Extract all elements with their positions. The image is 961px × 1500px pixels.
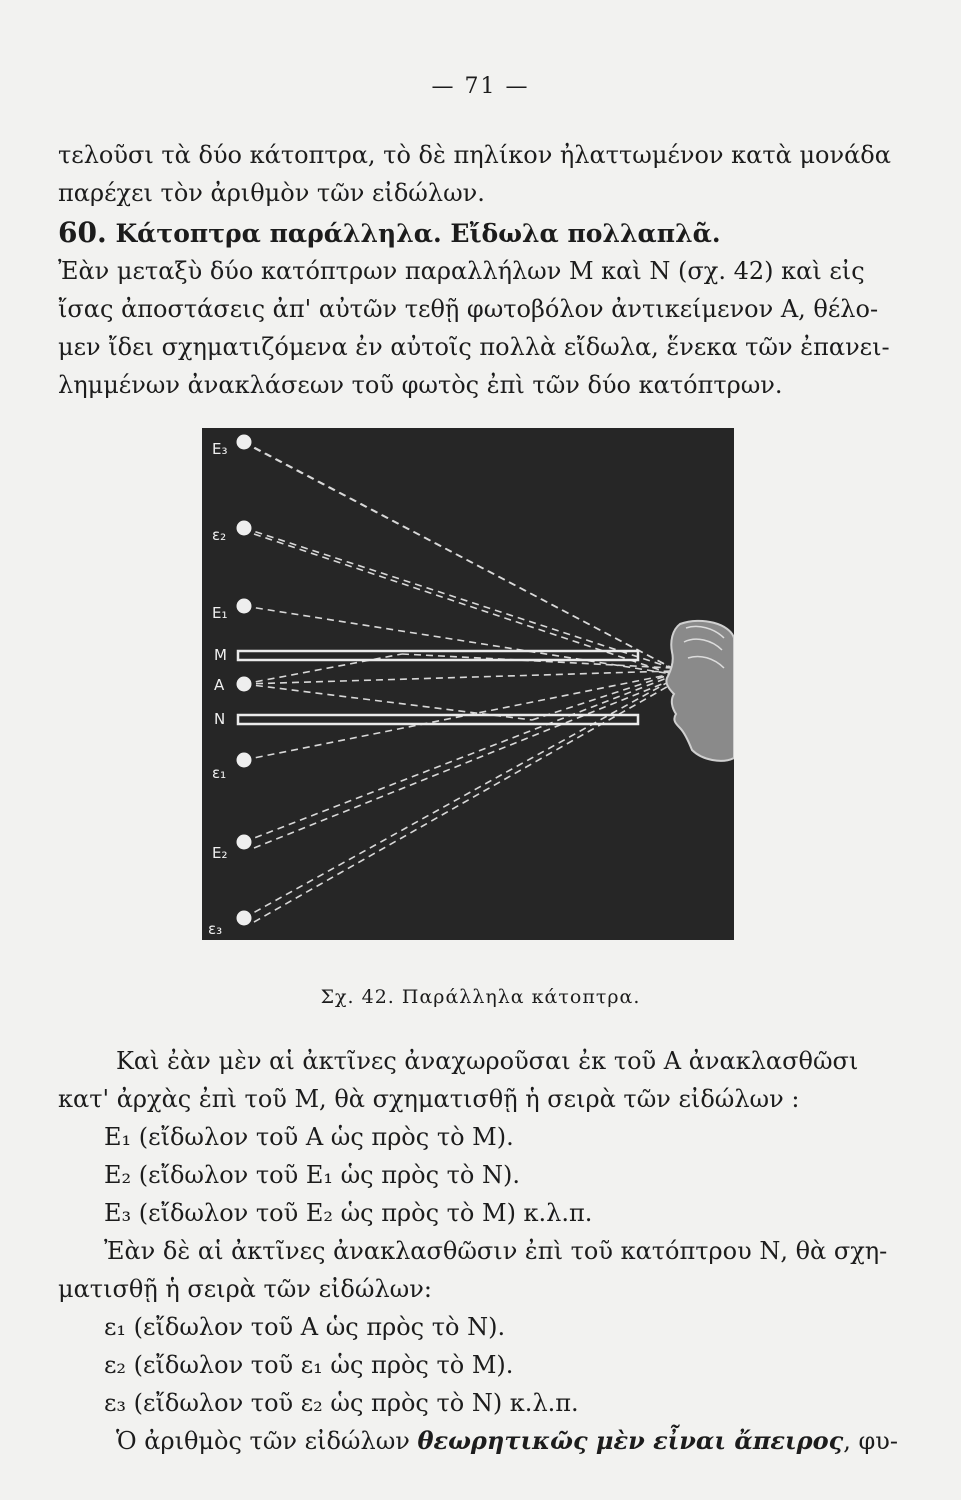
object-marker bbox=[236, 676, 252, 692]
figure-parallel-mirrors bbox=[202, 428, 734, 940]
image-marker bbox=[236, 598, 252, 614]
ray-line bbox=[254, 534, 672, 674]
list-item: Ε₂ (εἴδωλον τοῦ Ε₁ ὡς πρὸς τὸ Ν). bbox=[104, 1161, 520, 1189]
mirror-diagram bbox=[202, 428, 734, 940]
list-item: Ε₁ (εἴδωλον τοῦ Α ὡς πρὸς τὸ Μ). bbox=[104, 1123, 514, 1151]
section-title: Κάτοπτρα παράλληλα. Εἴδωλα πολλαπλᾶ. bbox=[115, 219, 721, 248]
section-number: 60. bbox=[58, 216, 107, 249]
text-line: Ἐὰν μεταξὺ δύο κατόπτρων παραλλήλων Μ καὶ Ν (σχ. 42) καὶ εἰς bbox=[58, 257, 865, 285]
figure-label: Ν bbox=[214, 710, 226, 728]
observer-head-icon bbox=[666, 621, 734, 761]
mirror-n bbox=[238, 715, 638, 724]
image-marker bbox=[236, 752, 252, 768]
text-line: παρέχει τὸν ἀριθμὸν τῶν εἰδώλων. bbox=[58, 179, 485, 207]
ray-line bbox=[532, 674, 672, 720]
figure-label: Ε₂ bbox=[212, 844, 228, 862]
text-line: κατ' ἀρχὰς ἐπὶ τοῦ Μ, θὰ σχηματισθῇ ἡ σειρὰ τῶν εἰδώλων : bbox=[58, 1085, 800, 1113]
text-line: λημμένων ἀνακλάσεων τοῦ φωτὸς ἐπὶ τῶν δύο κατόπτρων. bbox=[58, 371, 783, 399]
image-marker bbox=[236, 910, 252, 926]
figure-label: ε₁ bbox=[212, 764, 227, 782]
ray-line bbox=[254, 684, 672, 922]
figure-label: Μ bbox=[214, 646, 227, 664]
text-line: Ἐὰν δὲ αἱ ἀκτῖνες ἀνακλασθῶσιν ἐπὶ τοῦ κατόπτρου Ν, θὰ σχη- bbox=[104, 1237, 888, 1265]
figure-caption: Σχ. 42. Παράλληλα κάτοπτρα. bbox=[320, 986, 641, 1008]
image-marker bbox=[236, 434, 252, 450]
ray-line bbox=[254, 680, 672, 848]
section-heading bbox=[58, 214, 908, 253]
list-item: ε₁ (εἴδωλον τοῦ Α ὡς πρὸς τὸ Ν). bbox=[104, 1313, 506, 1341]
ray-line bbox=[244, 528, 672, 668]
ray-line bbox=[244, 674, 672, 760]
text-line: μεν ἴδει σχηματιζόμενα ἐν αὐτοῖς πολλὰ εἴδωλα, ἕνεκα τῶν ἐπανει- bbox=[58, 333, 890, 361]
list-item: ε₃ (εἴδωλον τοῦ ε₂ ὡς πρὸς τὸ Ν) κ.λ.π. bbox=[104, 1389, 579, 1417]
ray-line bbox=[244, 671, 672, 684]
figure-label: Ε₁ bbox=[212, 604, 228, 622]
ray-line bbox=[254, 448, 672, 668]
image-marker bbox=[236, 834, 252, 850]
text-line: ἴσας ἀποστάσεις ἀπ' αὐτῶν τεθῇ φωτοβόλον ἀντικείμενον Α, θέλο- bbox=[58, 295, 879, 323]
text-line: τελοῦσι τὰ δύο κάτοπτρα, τὸ δὲ πηλίκον ἠλαττωμένον κατὰ μονάδα bbox=[58, 141, 891, 169]
image-marker bbox=[236, 520, 252, 536]
emphasis-text: θεωρητικῶς μὲν εἶναι ἄπειρος bbox=[417, 1426, 844, 1455]
ray-line bbox=[244, 676, 672, 842]
figure-label: Α bbox=[214, 676, 225, 694]
text-line: ματισθῇ ἡ σειρὰ τῶν εἰδώλων: bbox=[58, 1275, 432, 1303]
list-item: ε₂ (εἴδωλον τοῦ ε₁ ὡς πρὸς τὸ Μ). bbox=[104, 1351, 514, 1379]
text-segment: , φυ- bbox=[843, 1427, 898, 1455]
figure-label: ε₂ bbox=[212, 526, 227, 544]
text-line bbox=[116, 1422, 908, 1460]
figure-label: ε₃ bbox=[208, 920, 223, 938]
text-line: Καὶ ἐὰν μὲν αἱ ἀκτῖνες ἀναχωροῦσαι ἐκ τοῦ Α ἀνακλασθῶσι bbox=[116, 1047, 859, 1075]
figure-label: Ε₃ bbox=[212, 440, 228, 458]
ray-line bbox=[244, 606, 672, 674]
page-number: — 71 — bbox=[431, 74, 530, 99]
list-item: Ε₃ (εἴδωλον τοῦ Ε₂ ὡς πρὸς τὸ Μ) κ.λ.π. bbox=[104, 1199, 593, 1227]
text-segment: Ὁ ἀριθμὸς τῶν εἰδώλων bbox=[116, 1427, 418, 1455]
